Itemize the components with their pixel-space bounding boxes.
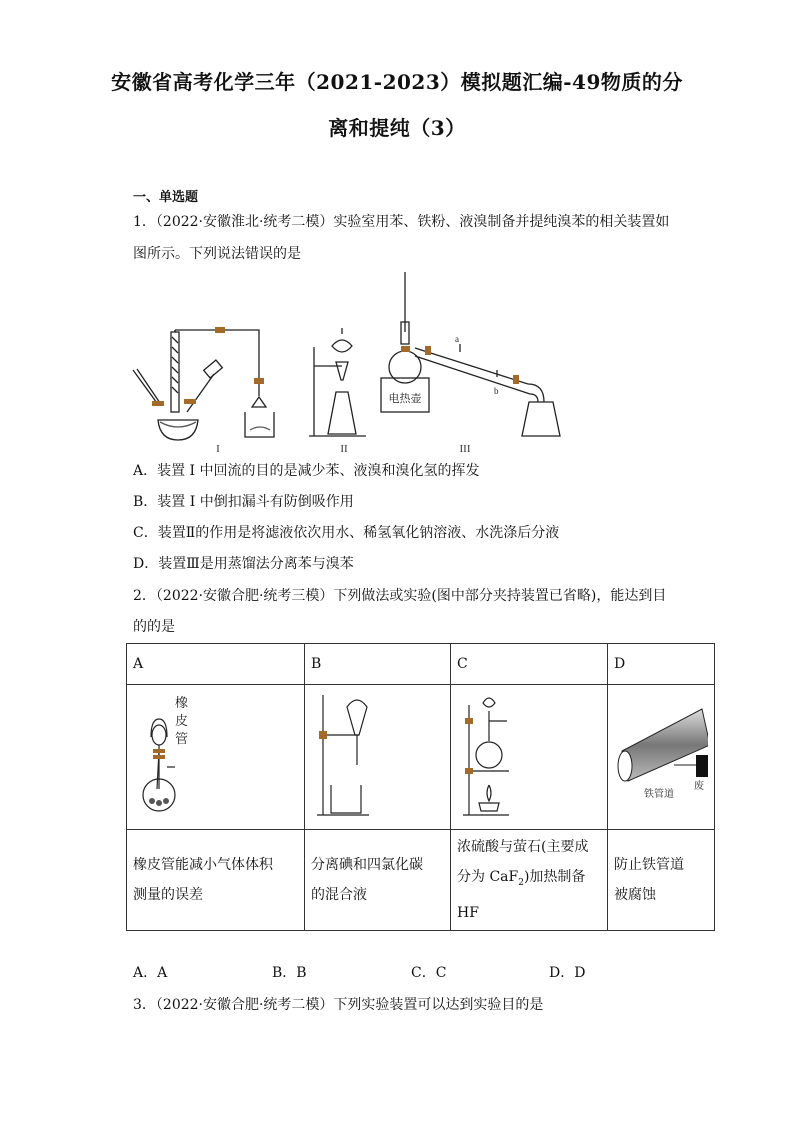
q1-option-c: C．装置Ⅱ的作用是将滤液依次用水、稀氢氧化钠溶液、水洗涤后分液 (133, 525, 560, 541)
q2-desc-c-line-2a: 分为 CaF (457, 869, 519, 886)
q2-answer-d[interactable]: D．D (549, 965, 586, 981)
q2-header-b: B (305, 644, 451, 685)
rubber-tube-label-1: 橡 (175, 696, 189, 711)
q2-desc-a (127, 830, 305, 931)
q2-desc-b-line-2: 的混合液 (311, 887, 367, 903)
q2-desc-a-line-2: 测量的误差 (133, 887, 203, 903)
q2-answer-b[interactable]: B．B (272, 965, 307, 981)
q2-cell-a-figure (127, 685, 305, 830)
q1-stem-line-2: 图所示。下列说法错误的是 (133, 246, 301, 262)
q2-desc-c-line-1: 浓硫酸与萤石(主要成 (457, 839, 589, 856)
q2-cell-b-figure (305, 685, 451, 830)
q1-heater-label: 电热壶 (388, 392, 422, 405)
title-line-2: 离和提纯（3） (328, 116, 466, 140)
q1-option-d: D．装置Ⅲ是用蒸馏法分离苯与溴苯 (133, 556, 354, 572)
q2-header-a: A (127, 644, 305, 685)
separatory-funnel-apparatus (311, 685, 444, 825)
q2-cell-d-figure (608, 685, 715, 830)
q1-port-a: a (455, 334, 459, 344)
q1-port-b: b (494, 386, 499, 396)
q3-stem-line-1: 3．（2022·安徽合肥·统考二模）下列实验装置可以达到实验目的是 (133, 997, 544, 1013)
heating-flask-apparatus (457, 685, 601, 825)
q1-figure-label-i: I (216, 443, 220, 455)
gas-measure-apparatus (133, 685, 298, 825)
q2-desc-d-line-1: 防止铁管道 (614, 857, 684, 873)
q2-header-d: D (608, 644, 715, 685)
q2-desc-b (305, 830, 451, 931)
q2-desc-c-line-3: HF (457, 904, 479, 921)
q1-figure-label-iii: III (459, 443, 471, 455)
q2-options-table (126, 643, 715, 931)
q2-desc-c (451, 830, 608, 931)
iron-pipe-apparatus (614, 685, 708, 825)
q2-desc-a-line-1: 橡皮管能减小气体体积 (133, 857, 273, 873)
pipe-label: 铁管道 (644, 789, 674, 800)
q1-apparatus-figure (0, 262, 794, 462)
q2-header-c: C (451, 644, 608, 685)
q2-stem-line-2: 的的是 (133, 619, 175, 635)
q1-stem-line-1: 1．（2022·安徽淮北·统考二模）实验室用苯、铁粉、液溴制备并提纯溴苯的相关装置如 (133, 214, 670, 230)
q2-desc-c-line-2b: )加热制备 (523, 869, 586, 886)
q2-stem-line-1: 2．（2022·安徽合肥·统考三模）下列做法或实验(图中部分夹持装置已省略)，能达到目 (133, 588, 667, 604)
title-line-1: 安徽省高考化学三年（2021-2023）模拟题汇编-49物质的分 (111, 70, 683, 94)
q2-desc-d (608, 830, 715, 931)
q2-desc-b-line-1: 分离碘和四氯化碳 (311, 857, 423, 873)
q2-cell-c-figure (451, 685, 608, 830)
q1-option-b: B．装置 I 中倒扣漏斗有防倒吸作用 (133, 494, 354, 510)
q1-figure-label-ii: II (340, 443, 348, 455)
q2-answer-a[interactable]: A．A (133, 965, 168, 981)
q2-answer-c[interactable]: C．C (411, 965, 447, 981)
section-heading: 一、单选题 (133, 190, 199, 205)
q1-option-a: A．装置 I 中回流的目的是减少苯、液溴和溴化氢的挥发 (133, 463, 480, 479)
rubber-tube-label-3: 管 (175, 732, 189, 747)
cell-d-side-label: 废 (694, 781, 704, 792)
q2-desc-c-sub: 2 (518, 877, 524, 888)
rubber-tube-label-2: 皮 (175, 714, 189, 729)
q2-desc-d-line-2: 被腐蚀 (614, 887, 656, 903)
